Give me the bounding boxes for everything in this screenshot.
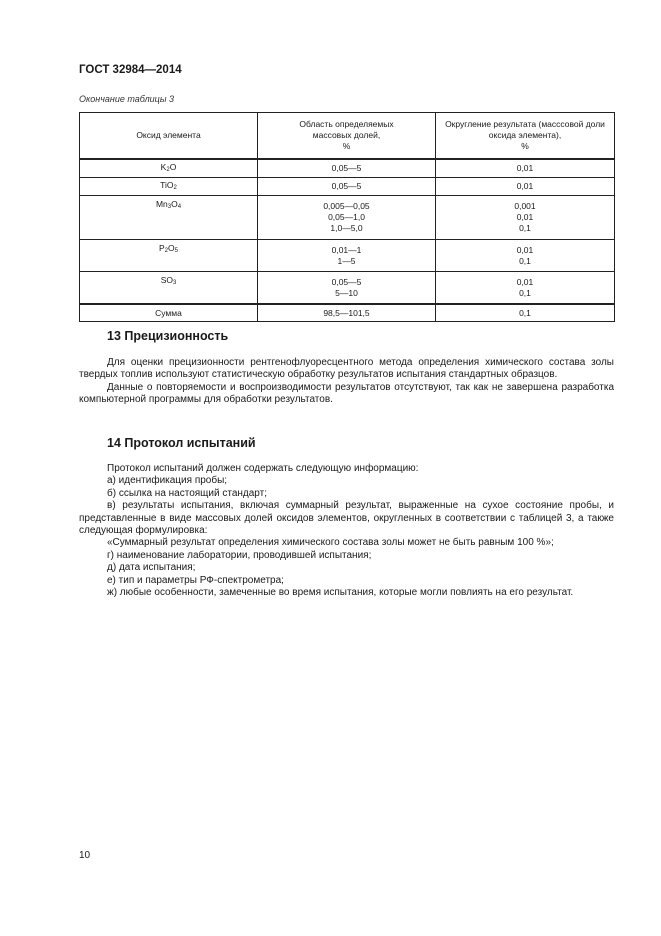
section-14-body [79,463,614,599]
list-item: а) идентификация пробы; [107,475,228,487]
table-row [80,196,615,240]
section-13-body [79,357,614,407]
total-label: Сумма [80,304,258,322]
table-total-row [80,304,615,322]
paragraph: Данные о повторяемости и воспроизводимости результатов отсутствуют, так как не завершена разработка компьютерной программы для обработки результатов. [79,381,614,406]
range-cell: 0,005—0,05 0,05—1,0 1,0—5,0 [258,196,436,240]
range-cell: 0,01—1 1—5 [258,240,436,272]
oxide-cell: $K_2O$ [80,159,258,178]
list-item: в) результаты испытания, включая суммарный результат, выраженные на сухое состояние пробы, и представленные в виде массовых долей оксидов элементов, округленных в соответствии с таблицей 3, а также следующая формулировка: [79,500,614,537]
col-header-rounding: Округление результата (масссовой доли оксида элемента), % [436,113,615,160]
rounding-cell: 0,01 0,1 [436,240,615,272]
range-cell: 0,05—5 5—10 [258,272,436,305]
table-row [80,240,615,272]
section-14-title: 14 Протокол испытаний [107,436,256,450]
table-row [80,178,615,196]
oxide-cell: TiO$_2$ [80,178,258,196]
list-item: ж) любые особенности, замеченные во время испытания, которые могли повлиять на его результат. [107,587,574,599]
table-header-row [80,113,615,160]
list-item: е) тип и параметры РФ-спектрометра; [107,574,284,586]
table-row [80,272,615,305]
page-number: 10 [79,850,91,861]
range-cell: 0,05—5 [258,159,436,178]
col-header-oxide: Оксид элемента [80,113,258,160]
range-cell: 0,05—5 [258,178,436,196]
list-item: г) наименование лаборатории, проводившей испытания; [107,549,372,561]
oxide-cell: $P_2O_5$ [80,240,258,272]
oxide-table [79,112,615,322]
list-item: д) дата испытания; [107,562,196,574]
col-header-range: Область определяемых массовых долей, % [258,113,436,160]
rounding-cell: 0,01 0,1 [436,272,615,305]
rounding-cell: 0,01 [436,178,615,196]
list-item: б) ссылка на настоящий стандарт; [107,487,268,499]
oxide-cell: $SO_3$ [80,272,258,305]
oxide-cell: $Mn_3O_4$ [80,196,258,240]
total-rounding: 0,1 [436,304,615,322]
rounding-cell: 0,001 0,01 0,1 [436,196,615,240]
rounding-cell: 0,01 [436,159,615,178]
paragraph: Для оценки прецизионности рентгенофлуоресцентного метода определения химического состава золы твердых топлив используют статистическую обработку результатов испытания стандартных образцов. [79,357,614,381]
total-range: 98,5—101,5 [258,304,436,322]
table-caption: Окончание таблицы 3 [79,94,174,104]
document-number: ГОСТ 32984—2014 [79,64,182,76]
list-item: «Суммарный результат определения химического состава золы может не быть равным 100 %»; [107,537,554,549]
paragraph: Протокол испытаний должен содержать следующую информацию: [107,463,419,474]
table-row [80,159,615,178]
section-13-title: 13 Прецизионность [107,329,229,343]
